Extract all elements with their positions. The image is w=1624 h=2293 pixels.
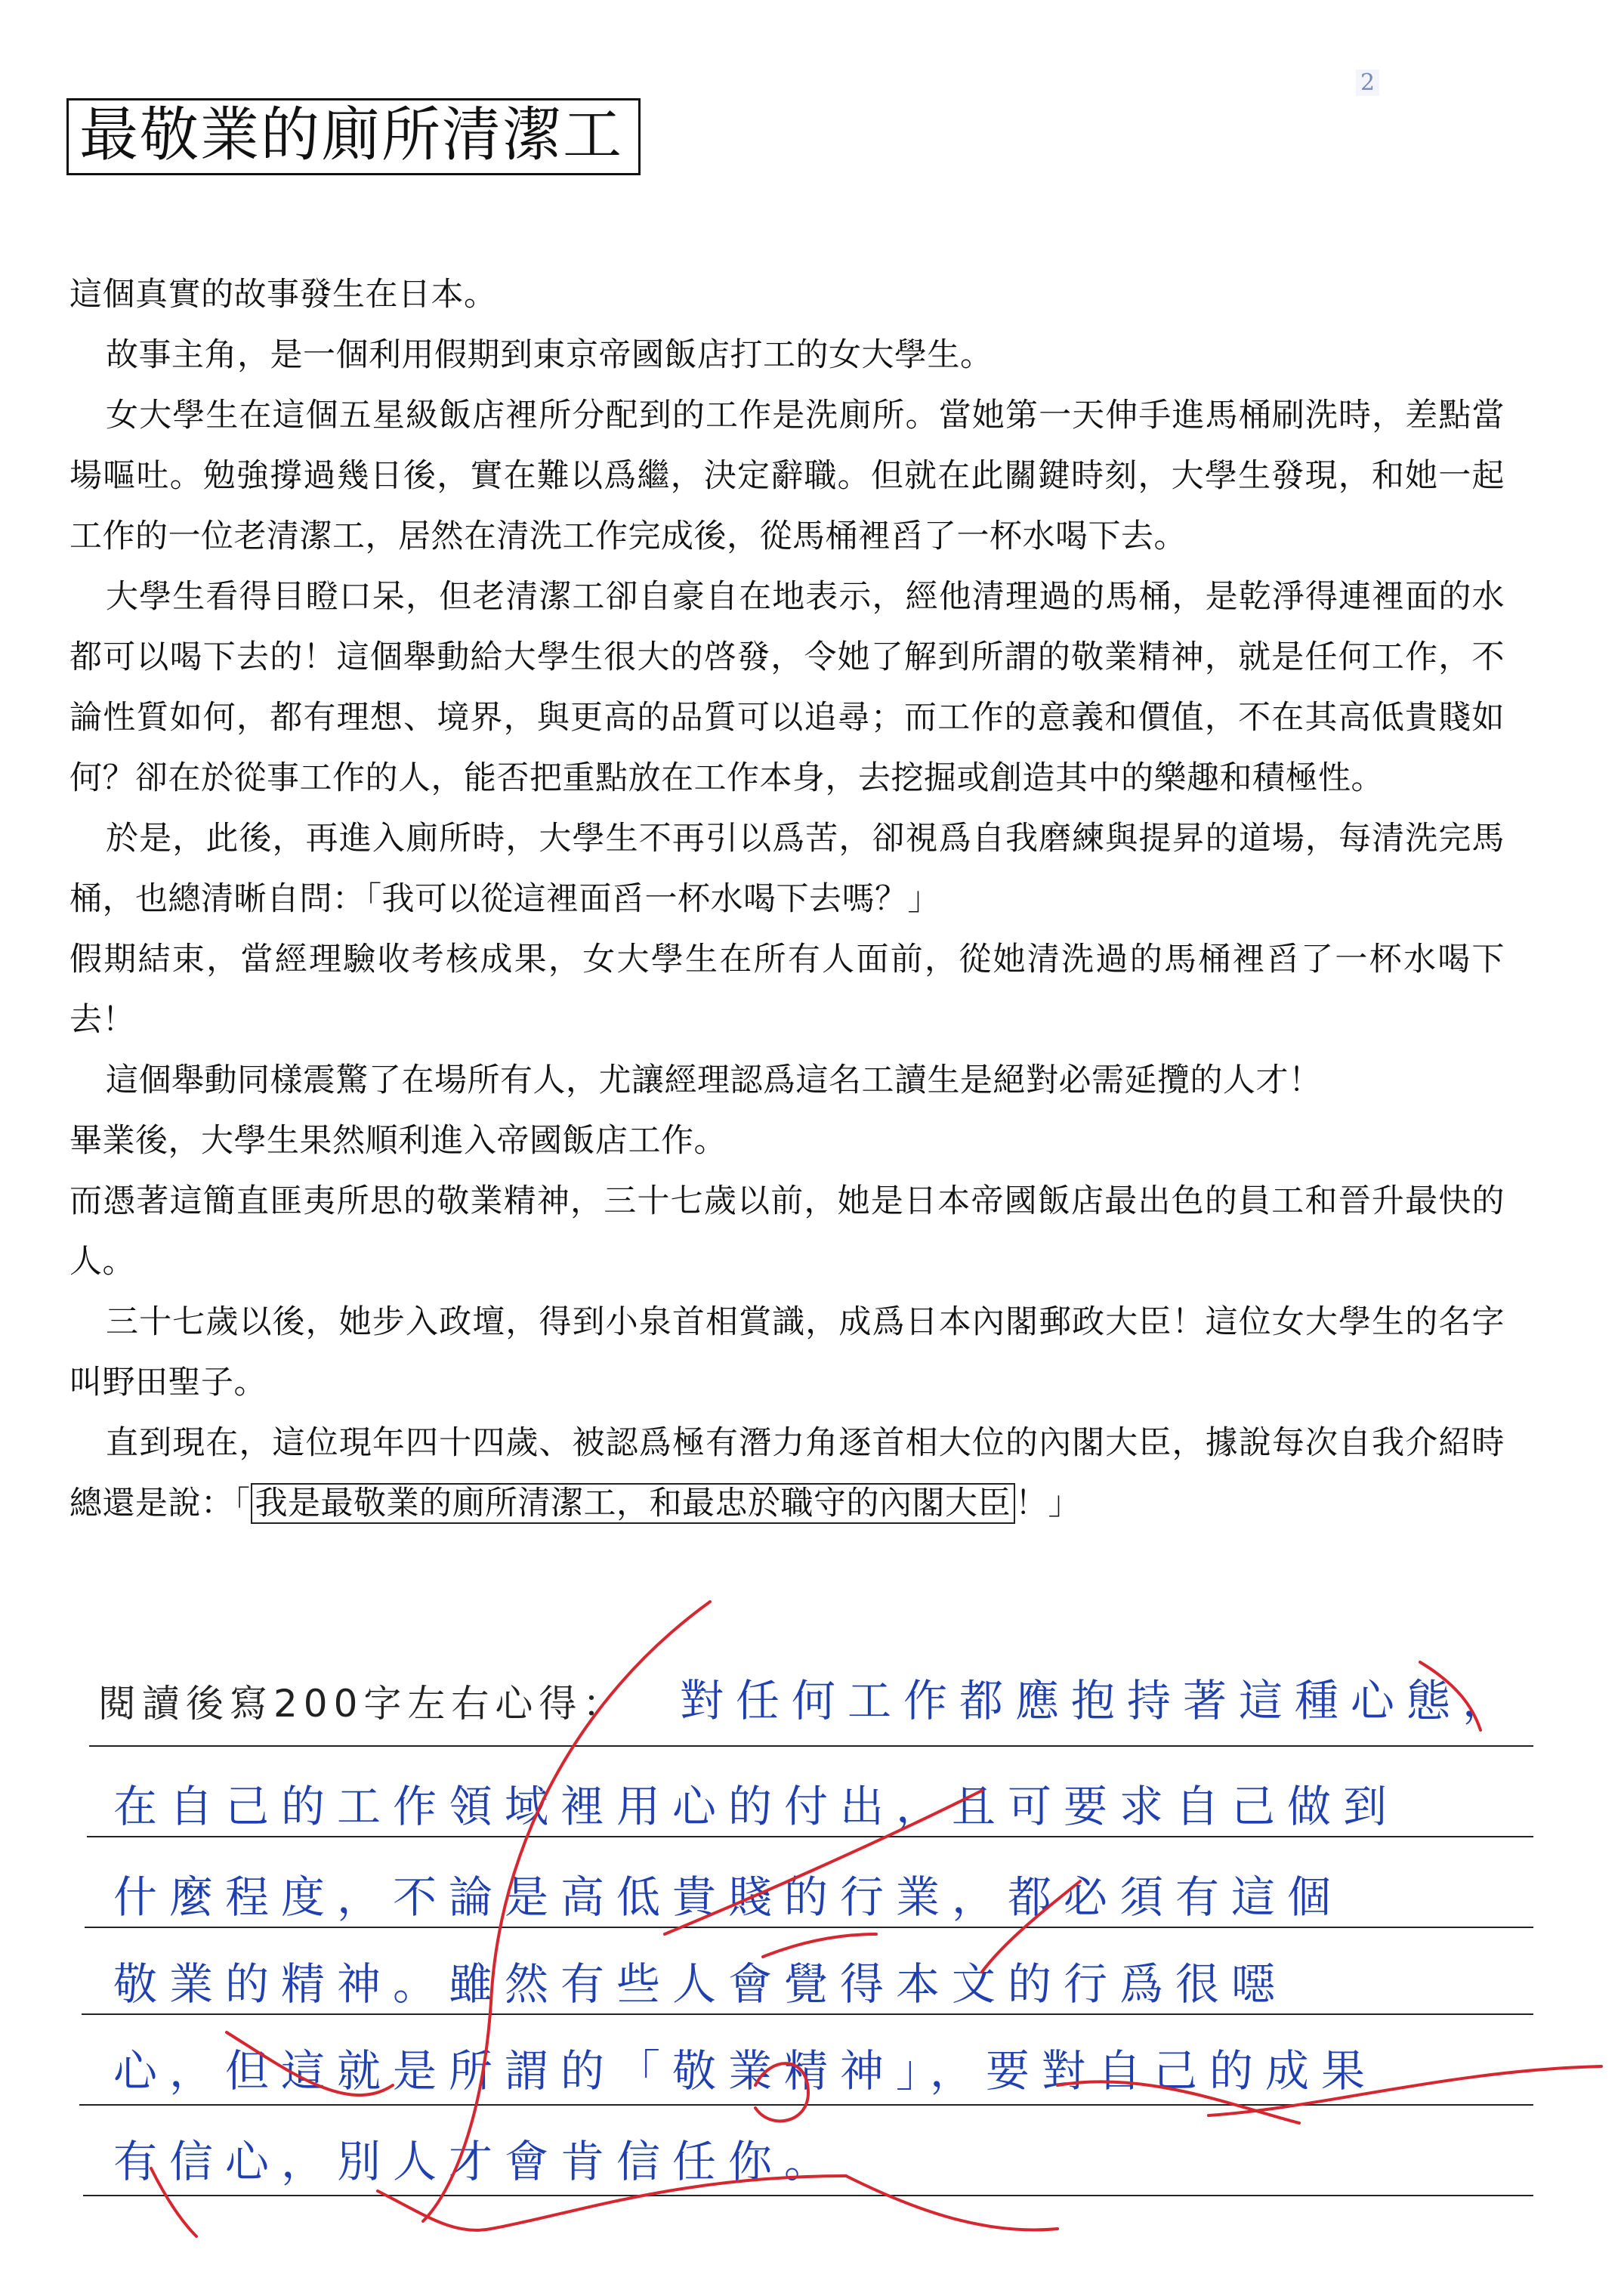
- essay-prompt: 閱讀後寫200字左右心得：: [98, 1682, 627, 1726]
- paragraph: 女大學生在這個五星級飯店裡所分配到的工作是洗廁所。當她第一天伸手進馬桶刷洗時，差點當場嘔吐。勉強撐過幾日後，實在難以爲繼，決定辭職。但就在此關鍵時刻，大學生發現，和她一起工作的一位老清潔工，居然在清洗工作完成後，從馬桶裡舀了一杯水喝下去。: [69, 397, 1505, 555]
- paragraph: 假期結束，當經理驗收考核成果，女大學生在所有人面前，從她清洗過的馬桶裡舀了一杯水喝下去！: [69, 941, 1505, 1039]
- paragraph: 三十七歲以後，她步入政壇，得到小泉首相賞識，成爲日本內閣郵政大臣！這位女大學生的名字叫野田聖子。: [69, 1303, 1505, 1401]
- handwritten-line: 心，但這就是所謂的「敬業精神」，要對自己的成果: [113, 2045, 1378, 2097]
- correction-stroke: [1420, 1662, 1480, 1730]
- correction-stroke: [755, 2063, 808, 2121]
- handwritten-line: 在自己的工作領域裡用心的付出，且可要求自己做到: [113, 1781, 1400, 1832]
- quote-open: 「: [233, 1485, 251, 1522]
- boxed-quote: 我是最敬業的廁所清潔工，和最忠於職守的內閣大臣: [251, 1483, 1016, 1524]
- correction-stroke: [1057, 2081, 1299, 2123]
- paragraph-text: 直到現在，這位現年四十四歲、被認爲極有潛力角逐首相大位的內閣大臣，據說每次自我介紹時總還是說：: [69, 1424, 1505, 1522]
- correction-stroke: [982, 1881, 1080, 1972]
- handwritten-line: 敬業的精神。雖然有些人會覺得本文的行爲很噁: [113, 1958, 1288, 2010]
- paragraph: 於是，此後，再進入廁所時，大學生不再引以爲苦，卻視爲自我磨練與提昇的道場，每清洗完馬桶，也總清晰自問：「我可以從這裡面舀一杯水喝下去嗎？」: [69, 820, 1505, 918]
- paragraph: 而憑著這簡直匪夷所思的敬業精神，三十七歲以前，她是日本帝國飯店最出色的員工和晉升最快的人。: [69, 1182, 1505, 1281]
- page-number: 2: [1356, 70, 1379, 96]
- handwritten-line: 有信心，別人才會肯信任你。: [113, 2136, 841, 2187]
- correction-stroke: [227, 2032, 393, 2095]
- paragraph: 這個舉動同樣震驚了在場所有人，尤讓經理認爲這名工讀生是絕對必需延攬的人才！: [106, 1062, 1322, 1099]
- handwritten-line: 什麼程度，不論是高低貴賤的行業，都必須有這個: [113, 1871, 1344, 1923]
- correction-stroke: [151, 2168, 196, 2236]
- correction-stroke: [423, 1602, 710, 2221]
- handwritten-line: 對任何工作都應抱持著這種心態，: [680, 1675, 1519, 1726]
- paragraph: 畢業後，大學生果然順利進入帝國飯店工作。: [69, 1122, 727, 1160]
- correction-stroke: [763, 1934, 876, 1957]
- correction-stroke: [665, 1791, 982, 1934]
- paragraph: 故事主角，是一個利用假期到東京帝國飯店打工的女大學生。: [106, 336, 993, 374]
- paragraph: 大學生看得目瞪口呆，但老清潔工卻自豪自在地表示，經他清理過的馬桶，是乾淨得連裡面的水都可以喝下去的！這個舉動給大學生很大的啓發，令她了解到所謂的敬業精神，就是任何工作，不論性質如何，都有理想、境界，與更高的品質可以追尋；而工作的意義和價值，不在其高低貴賤如何？卻在於從事工作的人，能否把重點放在工作本身，去挖掘或創造其中的樂趣和積極性。: [69, 578, 1505, 797]
- page-title: 最敬業的廁所清潔工: [66, 98, 641, 175]
- paragraph: 這個真實的故事發生在日本。: [69, 276, 497, 314]
- correction-stroke: [1209, 2066, 1601, 2115]
- quote-close: ！」: [1015, 1485, 1081, 1522]
- correction-stroke: [846, 2176, 1057, 2230]
